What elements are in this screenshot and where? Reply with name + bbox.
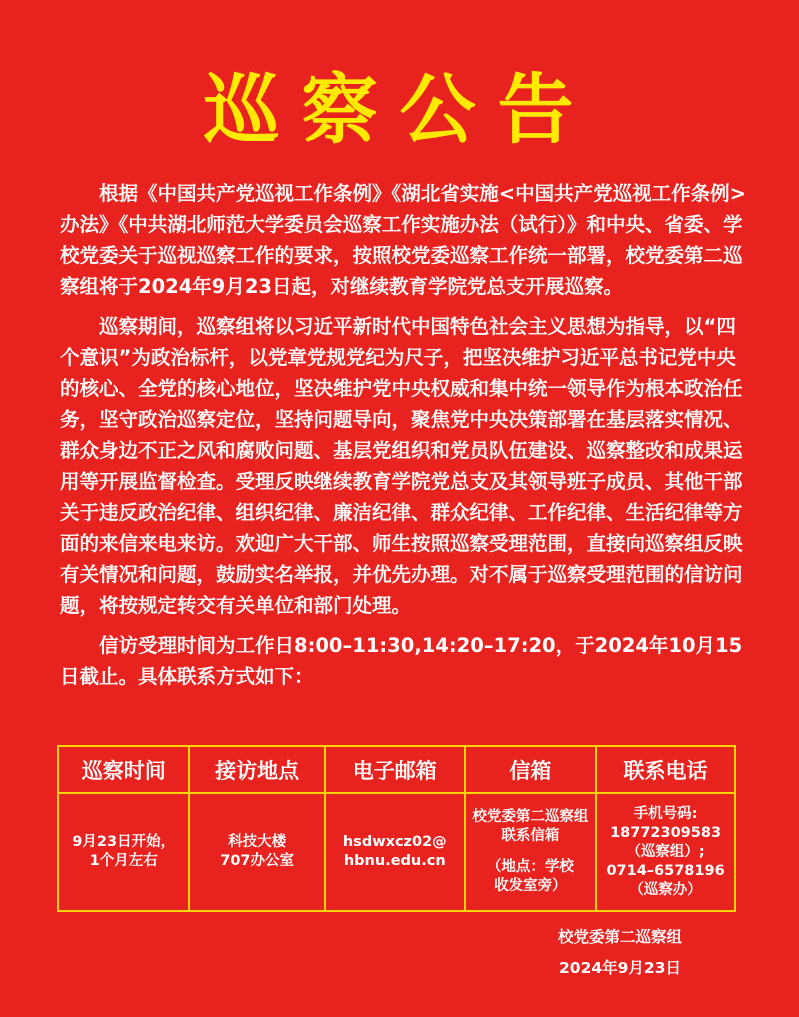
signature-org: 校党委第二巡察组 [557, 928, 682, 946]
email-line: hbnu.edu.cn [343, 853, 446, 869]
table-row [58, 793, 735, 911]
mailbox-name-line: 联系信箱 [501, 828, 560, 844]
phone-line: 0714–6578196 [606, 862, 725, 879]
location-line: 707办公室 [220, 853, 295, 869]
mailbox-name-line: 校党委第二巡察组 [472, 809, 589, 825]
mailbox-cell [465, 793, 596, 911]
phone-line: （巡察组）; [626, 843, 705, 860]
paragraph-hours: 信访受理时间为工作日8:00–11:30,14:20–17:20，于2024年10月15日截止。具体联系方式如下： [60, 634, 743, 688]
header-cell: 接访地点 [189, 746, 324, 793]
contact-table [57, 745, 736, 912]
phone-line: 18772309583 [610, 824, 722, 841]
paragraph-scope: 巡察期间，巡察组将以习近平新时代中国特色社会主义思想为指导，以“四个意识”为政治标杆，以党章党规党纪为尺子，把坚决维护习近平总书记党中央的核心、全党的核心地位，坚决维护党中央权威和集中统一领导作为根本政治任务，坚守政治巡察定位，坚持问题导向，聚焦党中央决策部署在基层落实情况、群众身边不正之风和腐败问题、基层党组织和党员队伍建设、巡察整改和成果运用等开展监督检查。受理反映继续教育学院党总支及其领导班子成员、其他干部关于违反政治纪律、组织纪律、廉洁纪律、群众纪律、工作纪律、生活纪律等方面的来信来电来访。欢迎广大干部、师生按照巡察受理范围，直接向巡察组反映有关情况和问题，鼓励实名举报，并优先办理。对不属于巡察受理范围的信访问题，将按规定转交有关单位和部门处理。 [60, 315, 743, 617]
table-header-row [58, 746, 735, 793]
header-cell: 信箱 [465, 746, 596, 793]
announcement-body [60, 178, 750, 692]
location-line: 科技大楼 [228, 834, 287, 850]
email-line: hsdwxcz02@ [342, 834, 447, 850]
phone-line: （巡察办） [629, 881, 702, 898]
time-cell [58, 793, 189, 911]
page-title: 巡察公告 [203, 65, 596, 154]
time-line: 1个月左右 [89, 853, 158, 869]
header-cell: 电子邮箱 [325, 746, 465, 793]
time-line: 9月23日开始， [72, 834, 176, 850]
paragraph-basis: 根据《中国共产党巡视工作条例》《湖北省实施<中国共产党巡视工作条例>办法》《中共湖北师范大学委员会巡察工作实施办法（试行）》和中央、省委、学校党委关于巡视巡察工作的要求，按照校党委巡察工作统一部署，校党委第二巡察组将于2024年9月23日起，对继续教育学院党总支开展巡察。 [60, 182, 746, 298]
mailbox-address-line: 收发室旁） [494, 878, 567, 894]
phone-cell [596, 793, 735, 911]
header-cell: 联系电话 [596, 746, 735, 793]
location-cell [189, 793, 324, 911]
mailbox-address-line: （地点：学校 [486, 859, 574, 875]
signature-date: 2024年9月23日 [559, 959, 681, 977]
email-cell [325, 793, 465, 911]
header-cell: 巡察时间 [58, 746, 189, 793]
phone-line: 手机号码: [633, 805, 698, 822]
